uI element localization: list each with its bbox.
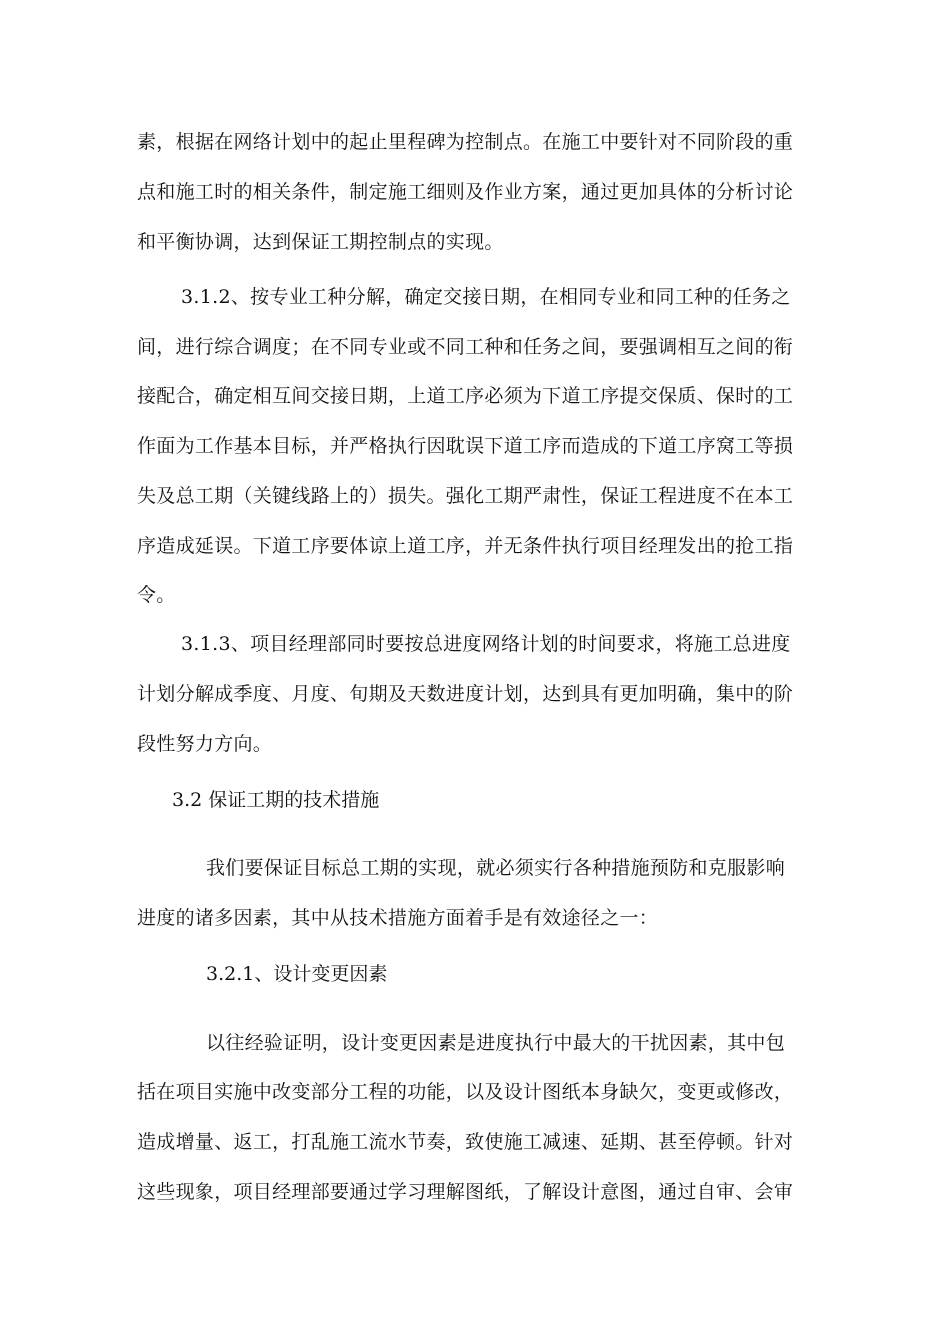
paragraph-line: 3.1.3、项目经理部同时要按总进度网络计划的时间要求，将施工总进度 [181, 633, 791, 655]
paragraph-line: 素，根据在网络计划中的起止里程碑为控制点。在施工中要针对不同阶段的重 [137, 131, 794, 153]
subsection-heading: 3.2.1、设计变更因素 [206, 963, 388, 985]
paragraph-line: 这些现象，项目经理部要通过学习理解图纸，了解设计意图，通过自审、会审 [137, 1181, 794, 1203]
paragraph-line: 段性努力方向。 [137, 733, 273, 755]
paragraph-line: 令。 [137, 584, 176, 606]
paragraph-line: 进度的诸多因素，其中从技术措施方面着手是有效途径之一： [137, 907, 659, 929]
paragraph-line: 间，进行综合调度；在不同专业或不同工种和任务之间，要强调相互之间的衔 [137, 336, 794, 358]
paragraph-line: 括在项目实施中改变部分工程的功能，以及设计图纸本身缺欠，变更或修改， [137, 1081, 794, 1103]
paragraph-line: 3.1.2、按专业工种分解，确定交接日期，在相同专业和同工种的任务之 [181, 286, 791, 308]
paragraph-line: 计划分解成季度、月度、旬期及天数进度计划，达到具有更加明确，集中的阶 [137, 683, 794, 705]
paragraph-line: 我们要保证目标总工期的实现，就必须实行各种措施预防和克服影响 [206, 857, 786, 879]
paragraph-line: 序造成延误。下道工序要体谅上道工序，并无条件执行项目经理发出的抢工指 [137, 535, 794, 557]
paragraph-line: 接配合，确定相互间交接日期，上道工序必须为下道工序提交保质、保时的工 [137, 385, 794, 407]
paragraph-line: 作面为工作基本目标，并严格执行因耽误下道工序而造成的下道工序窝工等损 [137, 435, 794, 457]
paragraph-line: 失及总工期（关键线路上的）损失。强化工期严肃性，保证工程进度不在本工 [137, 485, 794, 507]
paragraph-line: 点和施工时的相关条件，制定施工细则及作业方案，通过更加具体的分析讨论 [137, 181, 794, 203]
section-heading: 3.2 保证工期的技术措施 [172, 789, 380, 811]
paragraph-line: 以往经验证明，设计变更因素是进度执行中最大的干扰因素，其中包 [206, 1032, 786, 1054]
paragraph-line: 造成增量、返工，打乱施工流水节奏，致使施工减速、延期、甚至停顿。针对 [137, 1131, 794, 1153]
paragraph-line: 和平衡协调，达到保证工期控制点的实现。 [137, 231, 504, 253]
